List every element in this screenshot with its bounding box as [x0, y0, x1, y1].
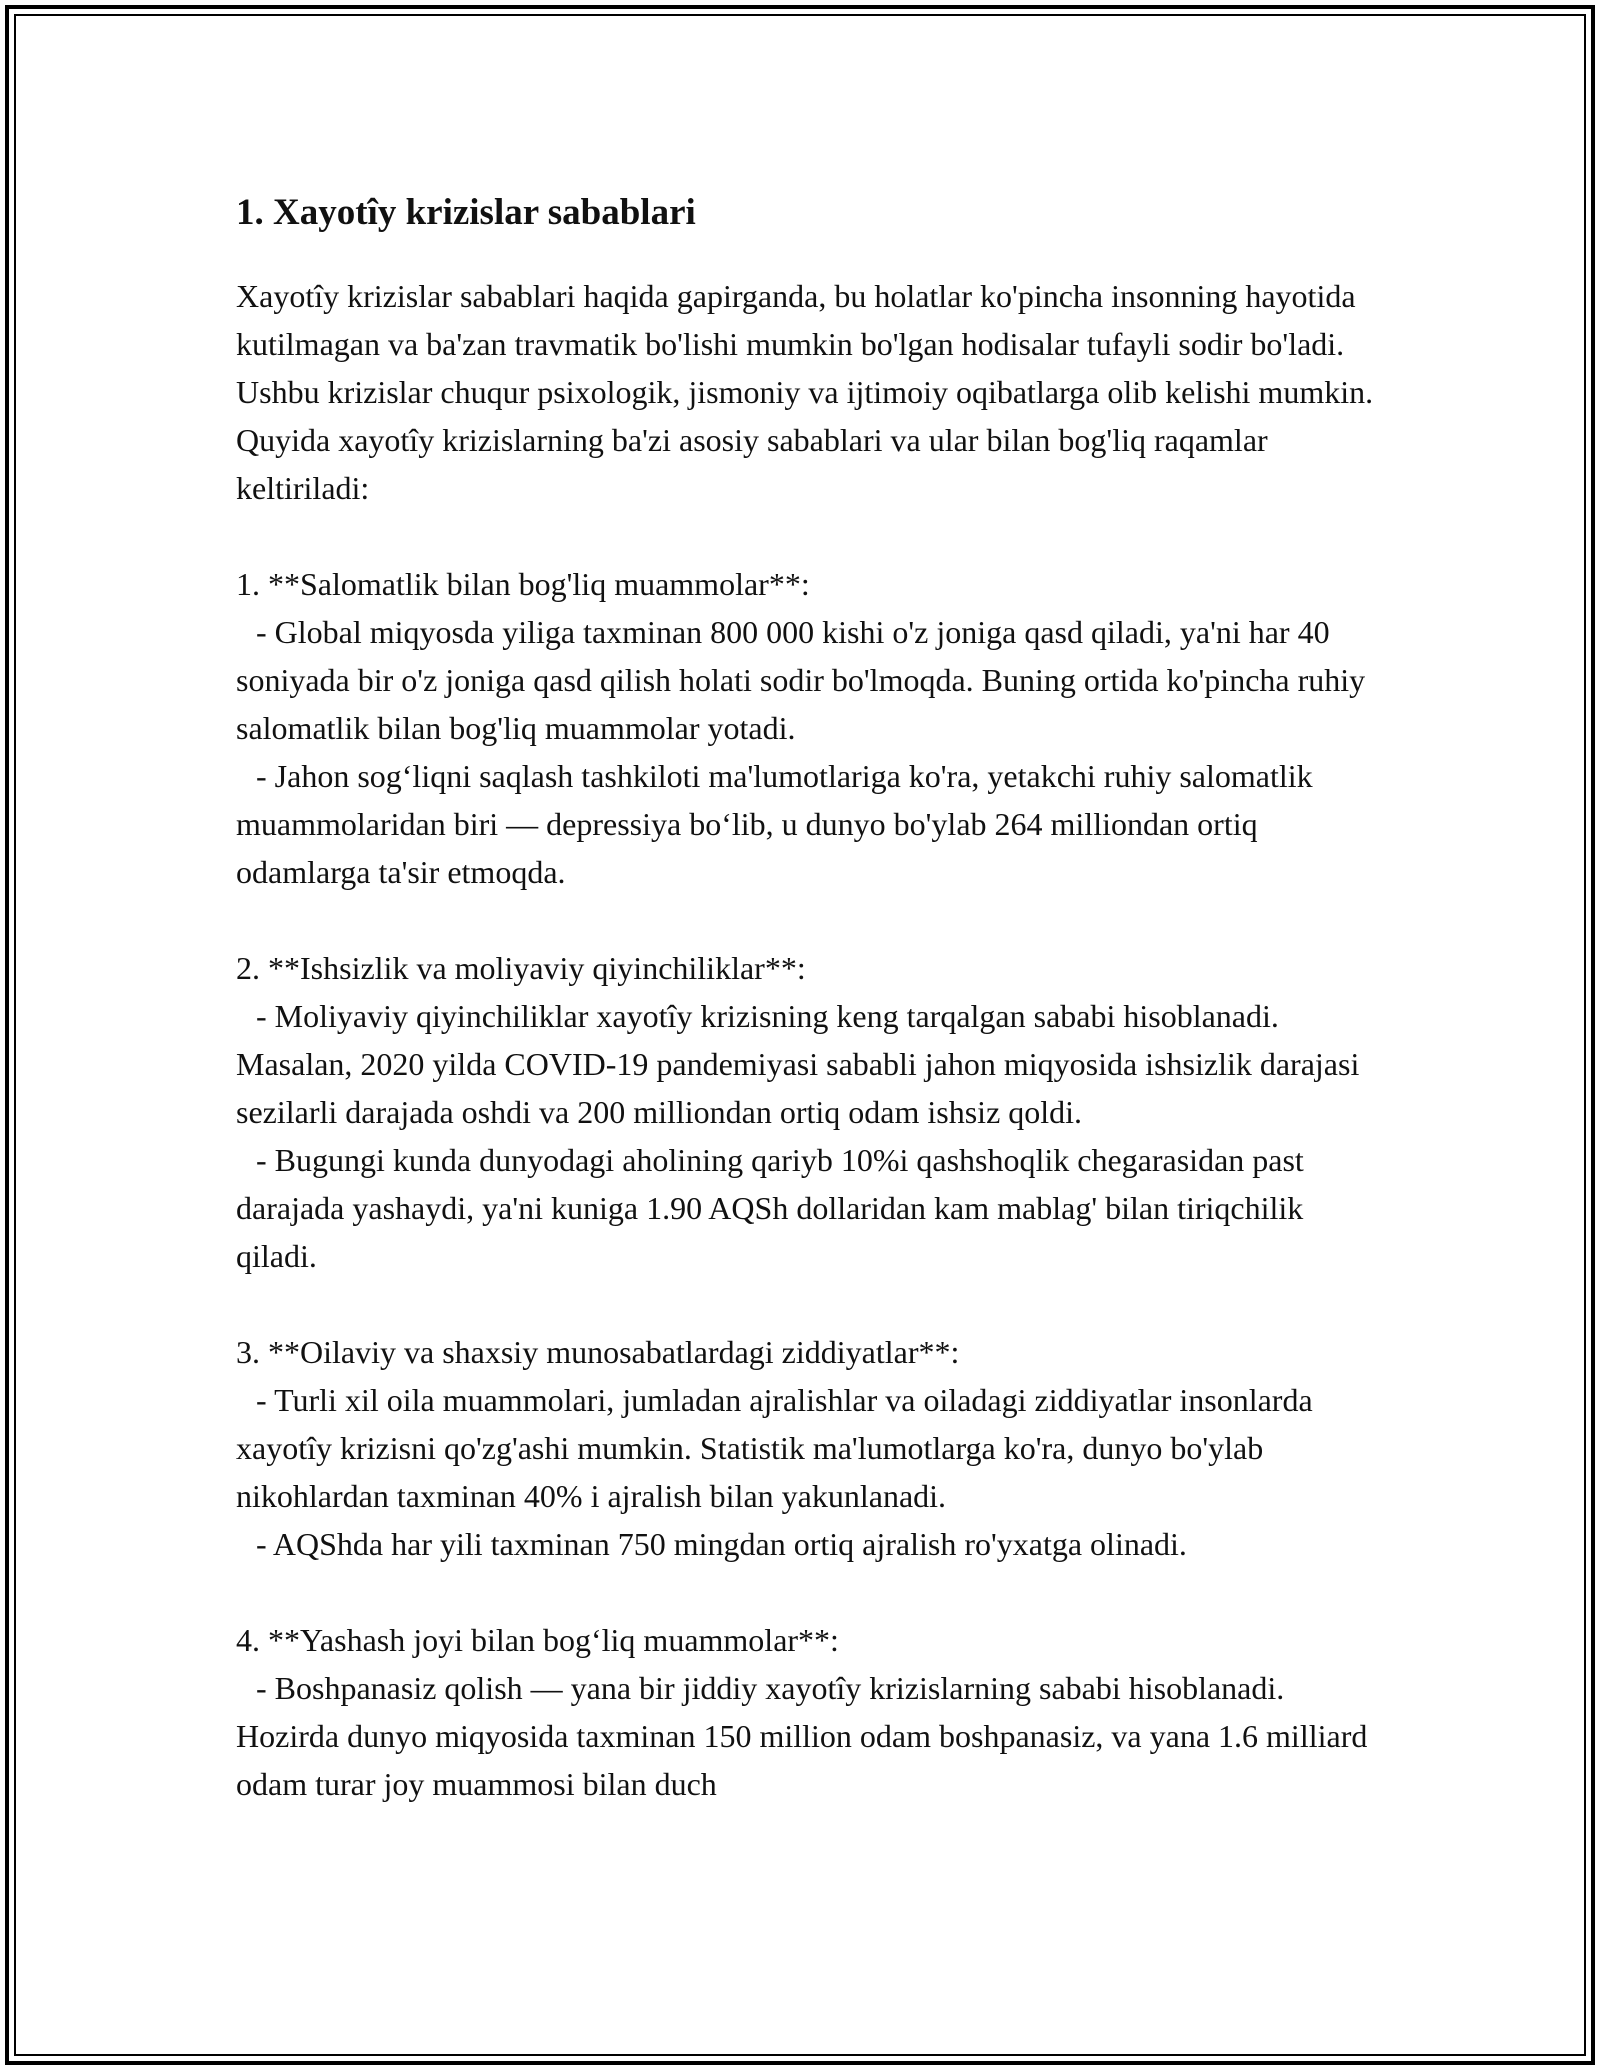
bullet-item: - Global miqyosda yiliga taxminan 800 000 kishi o'z joniga qasd qiladi, ya'ni har 40 soniyada bir o'z joniga qasd qilish holati sodir bo'lmoqda. Buning ortida ko'pincha ruhiy salomatlik bilan bog'liq muammolar yotadi.: [236, 614, 1366, 746]
section-heading: 2. **Ishsizlik va moliyaviy qiyinchiliklar**:: [236, 950, 806, 986]
bullet-item: - Jahon sog‘liqni saqlash tashkiloti ma'lumotlariga ko'ra, yetakchi ruhiy salomatlik muammolaridan biri — depressiya bo‘lib, u dunyo bo'ylab 264 milliondan ortiq odamlarga ta'sir etmoqda.: [236, 758, 1313, 890]
section-heading: 1. **Salomatlik bilan bog'liq muammolar**:: [236, 566, 810, 602]
section-unemployment: [236, 944, 1376, 1280]
intro-paragraph: Xayotîy krizislar sabablari haqida gapirganda, bu holatlar ko'pincha insonning hayotida kutilmagan va ba'zan travmatik bo'lishi mumkin bo'lgan hodisalar tufayli sodir bo'ladi. Ushbu krizislar chuqur psixologik, jismoniy va ijtimoiy oqibatlarga olib kelishi mumkin. Quyida xayotîy krizislarning ba'zi asosiy sabablari va ular bilan bog'liq raqamlar keltiriladi:: [236, 278, 1374, 506]
section-housing: [236, 1616, 1376, 1808]
document-body: [236, 188, 1376, 1808]
section-health: [236, 560, 1376, 896]
bullet-item: - AQShda har yili taxminan 750 mingdan ortiq ajralish ro'yxatga olinadi.: [256, 1526, 1187, 1562]
bullet-item: - Turli xil oila muammolari, jumladan ajralishlar va oiladagi ziddiyatlar insonlarda xayotîy krizisni qo'zg'ashi mumkin. Statistik ma'lumotlarga ko'ra, dunyo bo'ylab nikohlardan taxminan 40% i ajralish bilan yakunlanadi.: [236, 1382, 1313, 1514]
document-title: 1. Xayotîy krizislar sabablari: [236, 192, 696, 233]
bullet-item: - Bugungi kunda dunyodagi aholining qariyb 10%i qashshoqlik chegarasidan past darajada yashaydi, ya'ni kuniga 1.90 AQSh dollaridan kam mablag' bilan tiriqchilik qiladi.: [236, 1142, 1304, 1274]
bullet-item: - Boshpanasiz qolish — yana bir jiddiy xayotîy krizislarning sababi hisoblanadi. Hozirda dunyo miqyosida taxminan 150 million odam boshpanasiz, va yana 1.6 milliard odam turar joy muammosi bilan duch: [236, 1670, 1368, 1802]
section-family-conflicts: [236, 1328, 1376, 1568]
section-heading: 4. **Yashash joyi bilan bog‘liq muammolar**:: [236, 1622, 839, 1658]
bullet-item: - Moliyaviy qiyinchiliklar xayotîy krizisning keng tarqalgan sababi hisoblanadi. Masalan, 2020 yilda COVID-19 pandemiyasi sababli jahon miqyosida ishsizlik darajasi sezilarli darajada oshdi va 200 milliondan ortiq odam ishsiz qoldi.: [236, 998, 1360, 1130]
section-heading: 3. **Oilaviy va shaxsiy munosabatlardagi ziddiyatlar**:: [236, 1334, 960, 1370]
